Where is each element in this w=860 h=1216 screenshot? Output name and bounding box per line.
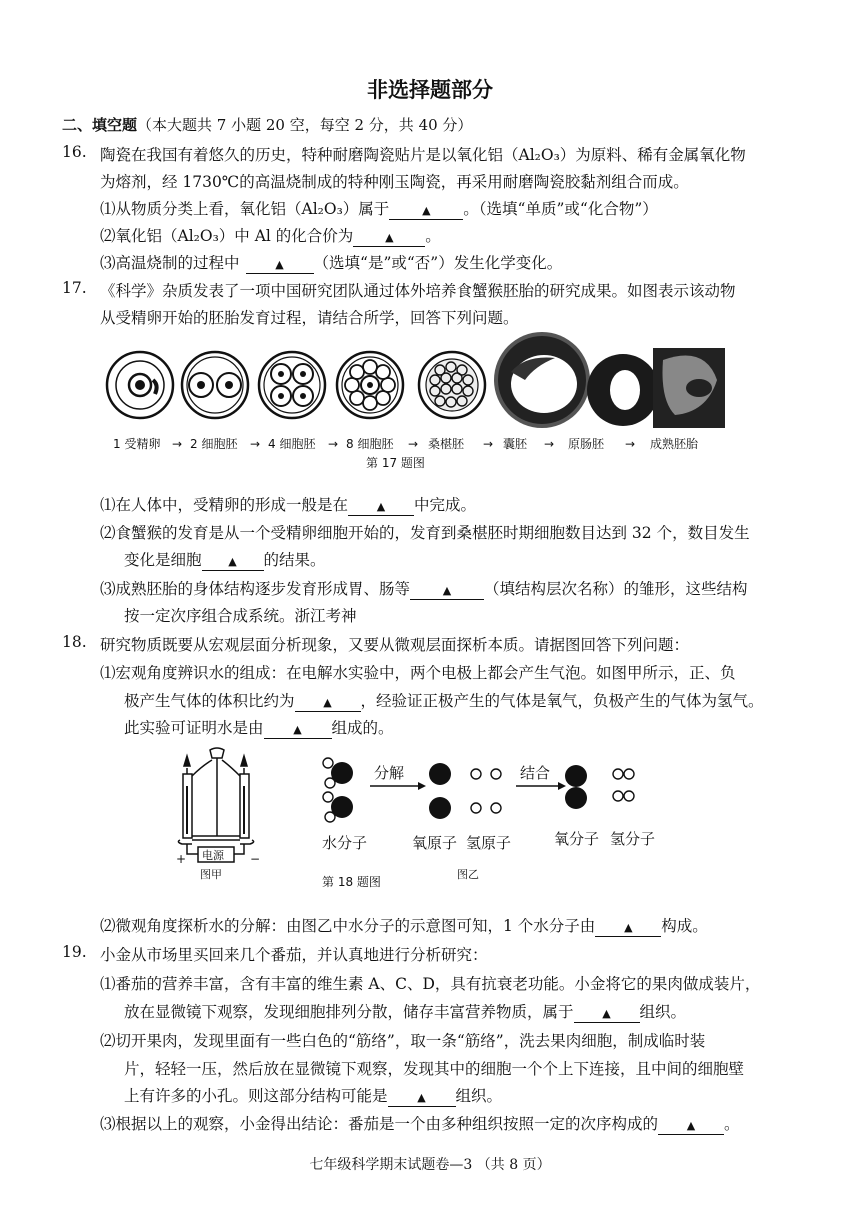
q19-part1-line1: ⑴番茄的营养丰富，含有丰富的维生素 A、C、D，具有抗衰老功能。小金将它的果肉做成装片， — [100, 975, 761, 993]
blastocyst-image — [494, 332, 590, 428]
product-molecule-icons — [565, 765, 634, 809]
blank-triangle-icon: ▲ — [323, 696, 332, 709]
q17-part2-line2 — [124, 548, 326, 571]
page-footer: 七年级科学期末试题卷—3 （共 8 页） — [309, 1157, 551, 1173]
q17-part3-line2: 按一定次序组合成系统。浙江考神 — [124, 607, 357, 625]
arrow-icon: → — [328, 437, 339, 451]
four-cell-image — [259, 352, 325, 418]
q16-stem-line2: 为熔剂，经 1730℃的高温烧制成的特种刚玉陶瓷，再采用耐磨陶瓷胶黏剂组合而成。 — [100, 173, 689, 191]
power-source-label: 电源 — [202, 849, 224, 862]
q17-part3 — [100, 577, 748, 600]
page-title: 非选择题部分 — [367, 78, 493, 102]
blank-triangle-icon: ▲ — [293, 723, 302, 736]
embryo-development-figure — [95, 330, 735, 455]
blank-triangle-icon: ▲ — [602, 1007, 611, 1020]
q19-part2-line2: 片，轻轻一压，然后放在显微镜下观察，发现其中的细胞一个个上下连接，且中间的细胞壁 — [124, 1060, 745, 1078]
answer-blank[interactable] — [353, 228, 425, 247]
q18-part1-line3 — [124, 716, 394, 739]
oxygen-atom-label: 氧原子 — [412, 834, 458, 852]
morula-image — [419, 352, 485, 418]
q19-part3-text: ⑶根据以上的观察，小金得出结论：番茄是一个由多种组织按照一定的次序构成的 — [100, 1115, 659, 1133]
figure17-caption: 第 17 题图 — [366, 456, 425, 470]
blank-triangle-icon: ▲ — [228, 555, 237, 568]
answer-blank[interactable] — [388, 1088, 456, 1107]
q19-part1-tail: 组织。 — [639, 1003, 687, 1021]
hydrogen-atom-label: 氢原子 — [466, 834, 512, 852]
q17-stem-line2: 从受精卵开始的胚胎发育过程，请结合所学，回答下列问题。 — [100, 309, 519, 327]
water-decomposition-figure — [318, 752, 678, 887]
q17-stem-line1: 《科学》杂质发表了一项中国研究团队通过体外培养食蟹猴胚胎的研究成果。如图表示该动物 — [100, 282, 736, 300]
q16-part2-tail: 。 — [425, 227, 441, 245]
q16-part1-text: ⑴从物质分类上看，氧化铝（Al₂O₃）属于 — [100, 200, 390, 218]
q16-part3 — [100, 251, 562, 274]
answer-blank[interactable] — [202, 552, 264, 571]
q19-part2-tail: 组织。 — [455, 1087, 503, 1105]
decompose-label: 分解 — [374, 764, 405, 782]
stage-label: 1 受精卵 — [113, 437, 161, 451]
combine-label: 结合 — [520, 764, 551, 782]
q19-part1-line2 — [124, 1000, 686, 1023]
stage-label: 囊胚 — [503, 437, 528, 451]
blank-triangle-icon: ▲ — [376, 500, 386, 513]
eight-cell-image — [337, 352, 403, 418]
answer-blank[interactable] — [264, 720, 332, 739]
q19-part1-text: 放在显微镜下观察，发现细胞排列分散，储存丰富营养物质，属于 — [124, 1003, 574, 1021]
q18-part2-text: ⑵微观角度探析水的分解：由图乙中水分子的示意图可知，1 个水分子由 — [100, 917, 596, 935]
q16-part1 — [100, 197, 658, 220]
answer-blank[interactable] — [574, 1004, 640, 1023]
blank-triangle-icon: ▲ — [442, 584, 452, 597]
q17-part2-text: 变化是细胞 — [124, 551, 202, 569]
minus-sign: − — [250, 852, 261, 866]
figure18-caption: 第 18 题图 — [322, 875, 381, 889]
q17-part1 — [100, 493, 476, 516]
q16-part1-tail: 。（选填“单质”或“化合物”） — [463, 200, 658, 218]
arrow-icon: → — [172, 437, 183, 451]
q16-stem-line1: 陶瓷在我国有着悠久的历史，特种耐磨陶瓷贴片是以氧化铝（Al₂O₃）为原料、稀有金属氧化物 — [100, 146, 746, 164]
q18-part2-tail: 构成。 — [661, 917, 708, 935]
q17-part2-line1: ⑵食蟹猴的发育是从一个受精卵细胞开始的，发育到桑椹胚时期细胞数目达到 32 个，数目发生 — [100, 524, 750, 542]
q18-part1-line2 — [124, 689, 764, 712]
q19-number: 19. — [62, 943, 87, 961]
atom-icons — [429, 763, 501, 819]
answer-blank[interactable] — [410, 581, 484, 600]
q16-part3-tail: （选填“是”或“否”）发生化学变化。 — [313, 254, 563, 272]
gastrula-image — [587, 354, 659, 426]
zygote-image — [107, 352, 173, 418]
q16-part2-text: ⑵氧化铝（Al₂O₃）中 Al 的化合价为 — [100, 227, 354, 245]
blank-triangle-icon: ▲ — [422, 204, 431, 217]
stage-label: 2 细胞胚 — [190, 437, 238, 451]
arrow-icon: → — [544, 437, 555, 451]
stage-label: 桑椹胚 — [428, 437, 465, 451]
q19-part2-text: 上有许多的小孔。则这部分结构可能是 — [124, 1087, 388, 1105]
q17-part3-text: ⑶成熟胚胎的身体结构逐步发育形成胃、肠等 — [100, 580, 411, 598]
stage-label: 成熟胚胎 — [650, 437, 699, 451]
blank-triangle-icon: ▲ — [275, 258, 284, 271]
plus-sign: + — [176, 852, 187, 866]
q17-number: 17. — [62, 279, 87, 297]
answer-blank[interactable] — [658, 1116, 724, 1135]
q17-part1-tail: 中完成。 — [414, 496, 477, 514]
section-header — [62, 114, 472, 135]
q16-part2 — [100, 224, 441, 247]
blank-triangle-icon: ▲ — [624, 921, 633, 934]
stage-label: 原肠胚 — [568, 437, 605, 451]
answer-blank[interactable] — [595, 918, 661, 937]
q18-part1-text: 极产生气体的体积比约为 — [124, 692, 295, 710]
q18-part1-tail2: 组成的。 — [331, 719, 394, 737]
q16-number: 16. — [62, 143, 87, 161]
section-heading: 二、填空题 — [62, 116, 138, 134]
water-molecule-label: 水分子 — [322, 834, 368, 852]
arrow-icon: → — [625, 437, 636, 451]
answer-blank[interactable] — [348, 497, 414, 516]
q18-part1-line1: ⑴宏观角度辨识水的组成：在电解水实验中，两个电极上都会产生气泡。如图甲所示，正、负 — [100, 664, 736, 682]
figure-jia-label: 图甲 — [200, 868, 222, 881]
q17-part2-tail: 的结果。 — [263, 551, 326, 569]
q19-part3-tail: 。 — [724, 1115, 740, 1133]
answer-blank[interactable] — [246, 255, 314, 274]
arrow-icon: → — [483, 437, 494, 451]
arrow-icon: → — [250, 437, 261, 451]
stage-label: 4 细胞胚 — [268, 437, 316, 451]
q16-part3-text: ⑶高温烧制的过程中 — [100, 254, 240, 272]
q18-part1-tail: ，经验证正极产生的气体是氧气，负极产生的气体为氢气。 — [360, 692, 764, 710]
stage-label: 8 细胞胚 — [346, 437, 394, 451]
mature-embryo-image — [653, 348, 725, 428]
q17-part3-tail: （填结构层次名称）的雏形，这些结构 — [484, 580, 748, 598]
q19-part3 — [100, 1112, 740, 1135]
blank-triangle-icon: ▲ — [686, 1119, 696, 1132]
q19-part2-line3 — [124, 1084, 502, 1107]
arrow-icon: → — [408, 437, 419, 451]
two-cell-image — [182, 352, 248, 418]
figure-yi-label: 图乙 — [457, 868, 479, 881]
hydrogen-molecule-label: 氢分子 — [610, 830, 656, 848]
blank-triangle-icon: ▲ — [385, 231, 394, 244]
q18-number: 18. — [62, 633, 87, 651]
q17-part1-text: ⑴在人体中，受精卵的形成一般是在 — [100, 496, 349, 514]
section-note: （本大题共 7 小题 20 空，每空 2 分，共 40 分） — [137, 116, 473, 134]
oxygen-molecule-label: 氧分子 — [554, 830, 600, 848]
answer-blank[interactable] — [295, 693, 361, 712]
water-molecule-icons — [323, 758, 353, 822]
blank-triangle-icon: ▲ — [417, 1091, 426, 1104]
q18-part2 — [100, 914, 708, 937]
electrolysis-apparatus-figure — [172, 746, 262, 882]
q19-stem: 小金从市场里买回来几个番茄，并认真地进行分析研究： — [100, 946, 488, 964]
q18-stem: 研究物质既要从宏观层面分析现象，又要从微观层面探析本质。请据图回答下列问题： — [100, 636, 690, 654]
q19-part2-line1: ⑵切开果肉，发现里面有一些白色的“筋络”，取一条“筋络”，洗去果肉细胞，制成临时装 — [100, 1032, 706, 1050]
answer-blank[interactable] — [389, 201, 463, 220]
q18-part1-text2: 此实验可证明水是由 — [124, 719, 264, 737]
